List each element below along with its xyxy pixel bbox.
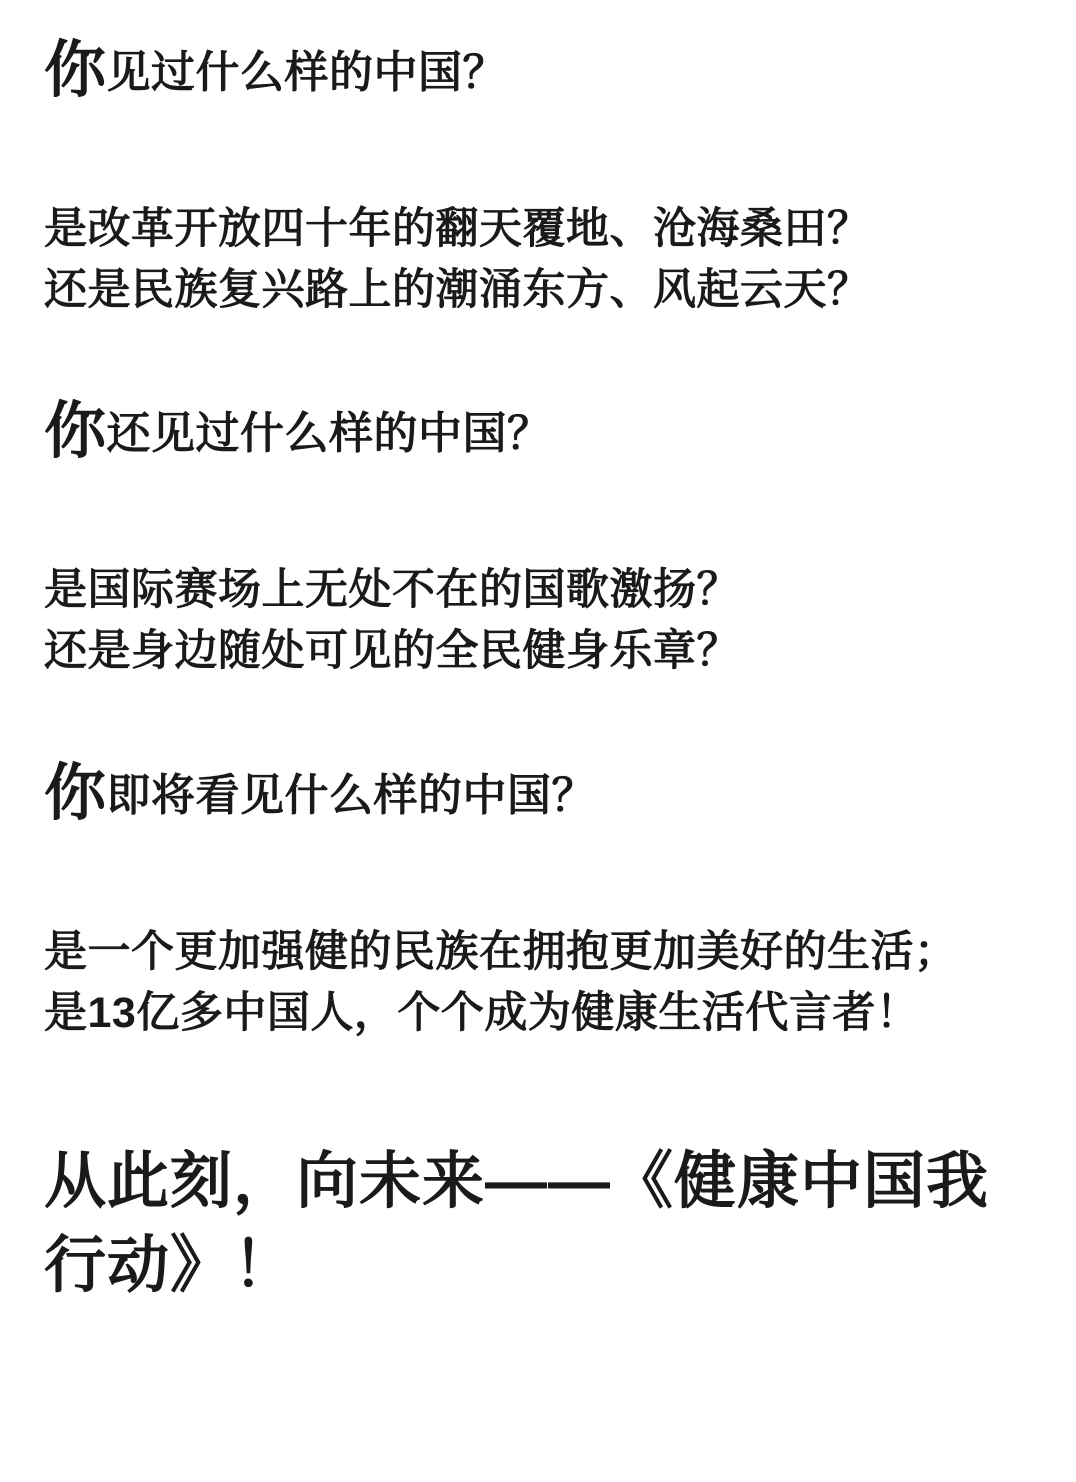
section-question-3 — [44, 757, 1032, 830]
closing-statement: 从此刻，向未来——《健康中国我行动》！ — [44, 1146, 990, 1301]
question-3-lead-char: 你 — [44, 758, 107, 828]
section-answers-1 — [44, 199, 1032, 321]
question-1-lead-char: 你 — [44, 36, 107, 105]
answer-1-line-1: 是改革开放四十年的翻天覆地、沧海桑田？ — [44, 205, 871, 254]
spacer — [44, 321, 1032, 395]
section-answers-2 — [44, 560, 1032, 682]
spacer — [44, 683, 1032, 757]
question-1-heading — [44, 34, 1032, 107]
spacer — [44, 468, 1032, 560]
question-3-rest: 即将看见什么样的中国？ — [106, 770, 597, 820]
spacer — [44, 830, 1032, 922]
question-2-rest: 还见过什么样的中国？ — [106, 409, 552, 459]
section-answers-3 — [44, 922, 1032, 1044]
question-2-lead-char: 你 — [44, 397, 107, 467]
answer-2-line-1: 是国际赛场上无处不在的国歌激扬？ — [44, 566, 740, 615]
section-question-1 — [44, 34, 1032, 107]
question-3-heading — [44, 757, 1032, 830]
question-2-heading — [44, 395, 1032, 468]
answer-1-line-2: 还是民族复兴路上的潮涌东方、风起云天？ — [44, 266, 871, 315]
answer-2-line-2: 还是身边随处可见的全民健身乐章？ — [44, 627, 740, 676]
question-1-rest: 见过什么样的中国？ — [106, 48, 508, 97]
spacer — [44, 107, 1032, 199]
answer-3-line-1: 是一个更加强健的民族在拥抱更加美好的生活； — [44, 927, 958, 976]
section-question-2 — [44, 395, 1032, 468]
answer-3-line-2: 是13亿多中国人，个个成为健康生活代言者！ — [44, 988, 920, 1037]
spacer — [44, 1044, 1032, 1140]
section-closing — [44, 1140, 1032, 1309]
